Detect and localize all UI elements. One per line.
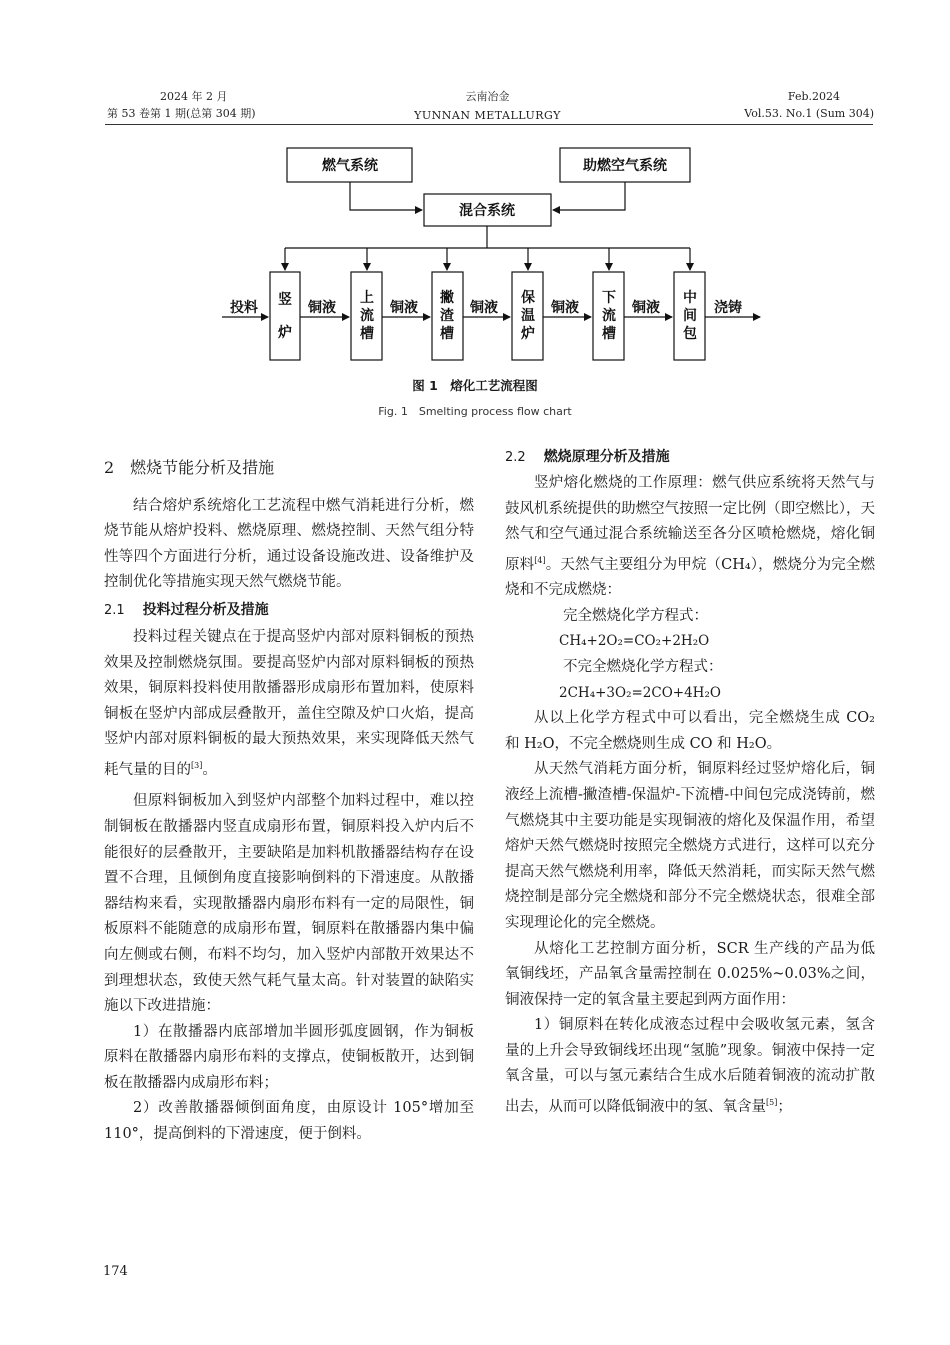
equation-2-label: 不完全燃烧化学方程式：	[563, 658, 723, 675]
flow-label-4: 铜液	[551, 300, 579, 316]
input-label: 投料	[230, 300, 258, 316]
header-journal-cn: 云南冶金	[465, 90, 510, 103]
unit-4-char-2: 温	[521, 308, 535, 324]
unit-1-char-3: 炉	[278, 325, 292, 341]
right-paragraph-1	[505, 471, 875, 604]
section-2-title: 2 燃烧节能分析及措施	[104, 458, 275, 477]
left-paragraph-5: 2）改善散播器倾倒面角度，由原设计 105°增加至 110°，提高倒料的下滑速度，便于倒料。	[104, 1100, 474, 1143]
right-paragraph-5a: 1）铜原料在转化成液态过程中会吸收氢元素，氢含量的上升会导致铜线坯出现“氢脆”现象。铜液中保持一定氧含量，可以与氢元素结合生成水后随着铜液的流动扩散出去，从而可以降低铜液中的氢、氧含量	[505, 1017, 875, 1115]
left-paragraph-2-end: 。	[202, 761, 217, 778]
unit-2-char-2: 流	[360, 308, 374, 324]
gas-system-label: 燃气系统	[322, 158, 378, 174]
right-paragraph-3: 从天然气消耗方面分析，铜原料经过竖炉熔化后，铜液经上流槽-撇渣槽-保温炉-下流槽-中间包完成浇铸前，燃气燃烧其中主要功能是实现铜液的熔化及保温作用，希望熔炉天然气燃烧时按照完全燃烧方式进行，这样可以充分提高天然气燃烧利用率，降低天然消耗，而实际天然气燃烧控制是部分完全燃烧和部分不完全燃烧状态，很难全部实现理论化的完全燃烧。	[505, 761, 875, 931]
left-paragraph-1: 结合熔炉系统熔化工艺流程中燃气消耗进行分析，燃烧节能从熔炉投料、燃烧原理、燃烧控制、天然气组分特性等四个方面进行分析，通过设备设施改进、设备维护及控制优化等措施实现天然气燃烧节能。	[104, 497, 474, 591]
unit-3-char-2: 渣	[440, 308, 454, 324]
flow-label-1: 铜液	[308, 300, 336, 316]
right-paragraph-4: 从熔化工艺控制方面分析，SCR 生产线的产品为低氧铜线坯，产品氧含量需控制在 0.025%~0.03%之间，铜液保持一定的氧含量主要起到两方面作用：	[505, 940, 875, 1008]
subsection-2-1	[104, 596, 474, 625]
page-number: 174	[103, 1264, 128, 1279]
unit-3-char-3: 槽	[440, 326, 454, 342]
mix-system-label: 混合系统	[459, 203, 515, 219]
subsection-2-2-number: 2.2	[505, 450, 526, 465]
left-paragraph-2-text: 投料过程关键点在于提高竖炉内部对原料铜板的预热效果及控制燃烧氛围。要提高竖炉内部对原料铜板的预热效果，铜原料投料使用散播器形成扇形布置加料，使原料铜板在竖炉内部成层叠散开，盖住空隙及炉口火焰，提高竖炉内部对原料铜板的最大预热效果，来实现降低天然气耗气量的目的	[104, 628, 474, 778]
unit-6-char-1: 中	[683, 290, 697, 306]
subsection-2-1-title: 投料过程分析及措施	[142, 601, 269, 618]
left-paragraph-3: 但原料铜板加入到竖炉内部整个加料过程中，难以控制铜板在散播器内竖直成扇形布置，铜原料投入炉内后不能很好的层叠散开，主要缺陷是加料机散播器结构存在设置不合理，且倾倒角度直接影响倒料的下滑速度。从散播器结构来看，实现散播器内扇形布料有一定的局限性，铜板原料不能随意的成扇形布置，铜原料在散播器内集中偏向左侧或右侧，布料不均匀，加入竖炉内部散开效果达不到理想状态，致使天然气耗气量太高。针对装置的缺陷实施以下改进措施：	[104, 793, 474, 1015]
left-paragraph-4: 1）在散播器内底部增加半圆形弧度圆钢，作为铜板原料在散播器内扇形布料的支撑点，使铜板散开，达到铜板在散播器内成扇形布料；	[104, 1023, 474, 1091]
right-paragraph-5	[505, 1013, 875, 1120]
air-system-label: 助燃空气系统	[583, 158, 667, 174]
unit-6-char-3: 包	[683, 326, 697, 342]
unit-6-char-2: 间	[683, 308, 697, 324]
unit-2-char-1: 上	[360, 290, 374, 306]
unit-5-char-1: 下	[602, 290, 616, 306]
left-column	[104, 455, 474, 1148]
equation-2: 2CH₄+3O₂=2CO+4H₂O	[559, 684, 721, 701]
flow-chart	[0, 0, 950, 400]
flow-label-5: 铜液	[632, 300, 660, 316]
output-label: 浇铸	[714, 300, 742, 316]
ref-5: [5]	[766, 1098, 778, 1108]
left-paragraph-2	[104, 625, 474, 783]
right-paragraph-1b: 。天然气主要组分为甲烷（CH₄），燃烧分为完全燃烧和不完成燃烧：	[505, 556, 876, 599]
unit-5-char-3: 槽	[602, 326, 616, 342]
subsection-2-2-title: 燃烧原理分析及措施	[543, 449, 670, 465]
header-date-en: Feb.2024	[787, 90, 840, 103]
figure-caption-en: Fig. 1 Smelting process flow chart	[378, 405, 572, 418]
unit-1-char-1: 竖	[278, 292, 292, 308]
unit-4-char-1: 保	[521, 290, 535, 306]
header-volume: 第 53 卷第 1 期(总第 304 期)	[107, 107, 256, 120]
header-journal-en: YUNNAN METALLURGY	[414, 109, 561, 122]
right-paragraph-5b: ；	[777, 1098, 792, 1115]
ref-4: [4]	[534, 555, 546, 565]
header-volume-en: Vol.53. No.1 (Sum 304)	[744, 107, 874, 120]
shaft-furnace-box	[270, 272, 300, 360]
flow-label-3: 铜液	[470, 300, 498, 316]
header-date: 2024 年 2 月	[160, 90, 228, 103]
equation-1: CH₄+2O₂=CO₂+2H₂O	[559, 633, 710, 650]
unit-2-char-3: 槽	[360, 326, 374, 342]
equation-1-label: 完全燃烧化学方程式：	[563, 607, 708, 624]
subsection-2-1-number: 2.1	[104, 602, 125, 618]
right-column	[505, 444, 875, 1121]
right-paragraph-1a: 竖炉熔化燃烧的工作原理：燃气供应系统将天然气与鼓风机系统提供的助燃空气按照一定比例（即空燃比），天然气和空气通过混合系统输送至各分区喷枪燃烧，熔化铜原料	[505, 475, 875, 573]
subsection-2-2	[505, 444, 875, 471]
unit-5-char-2: 流	[602, 308, 616, 324]
ref-3: [3]	[191, 760, 203, 770]
flow-label-2: 铜液	[390, 300, 418, 316]
figure-caption-cn: 图 1 熔化工艺流程图	[412, 378, 538, 393]
unit-4-char-3: 炉	[521, 326, 535, 342]
unit-3-char-1: 撇	[440, 290, 454, 306]
right-paragraph-2: 从以上化学方程式中可以看出，完全燃烧生成 CO₂ 和 H₂O，不完全燃烧则生成 CO 和 H₂O。	[505, 710, 875, 752]
